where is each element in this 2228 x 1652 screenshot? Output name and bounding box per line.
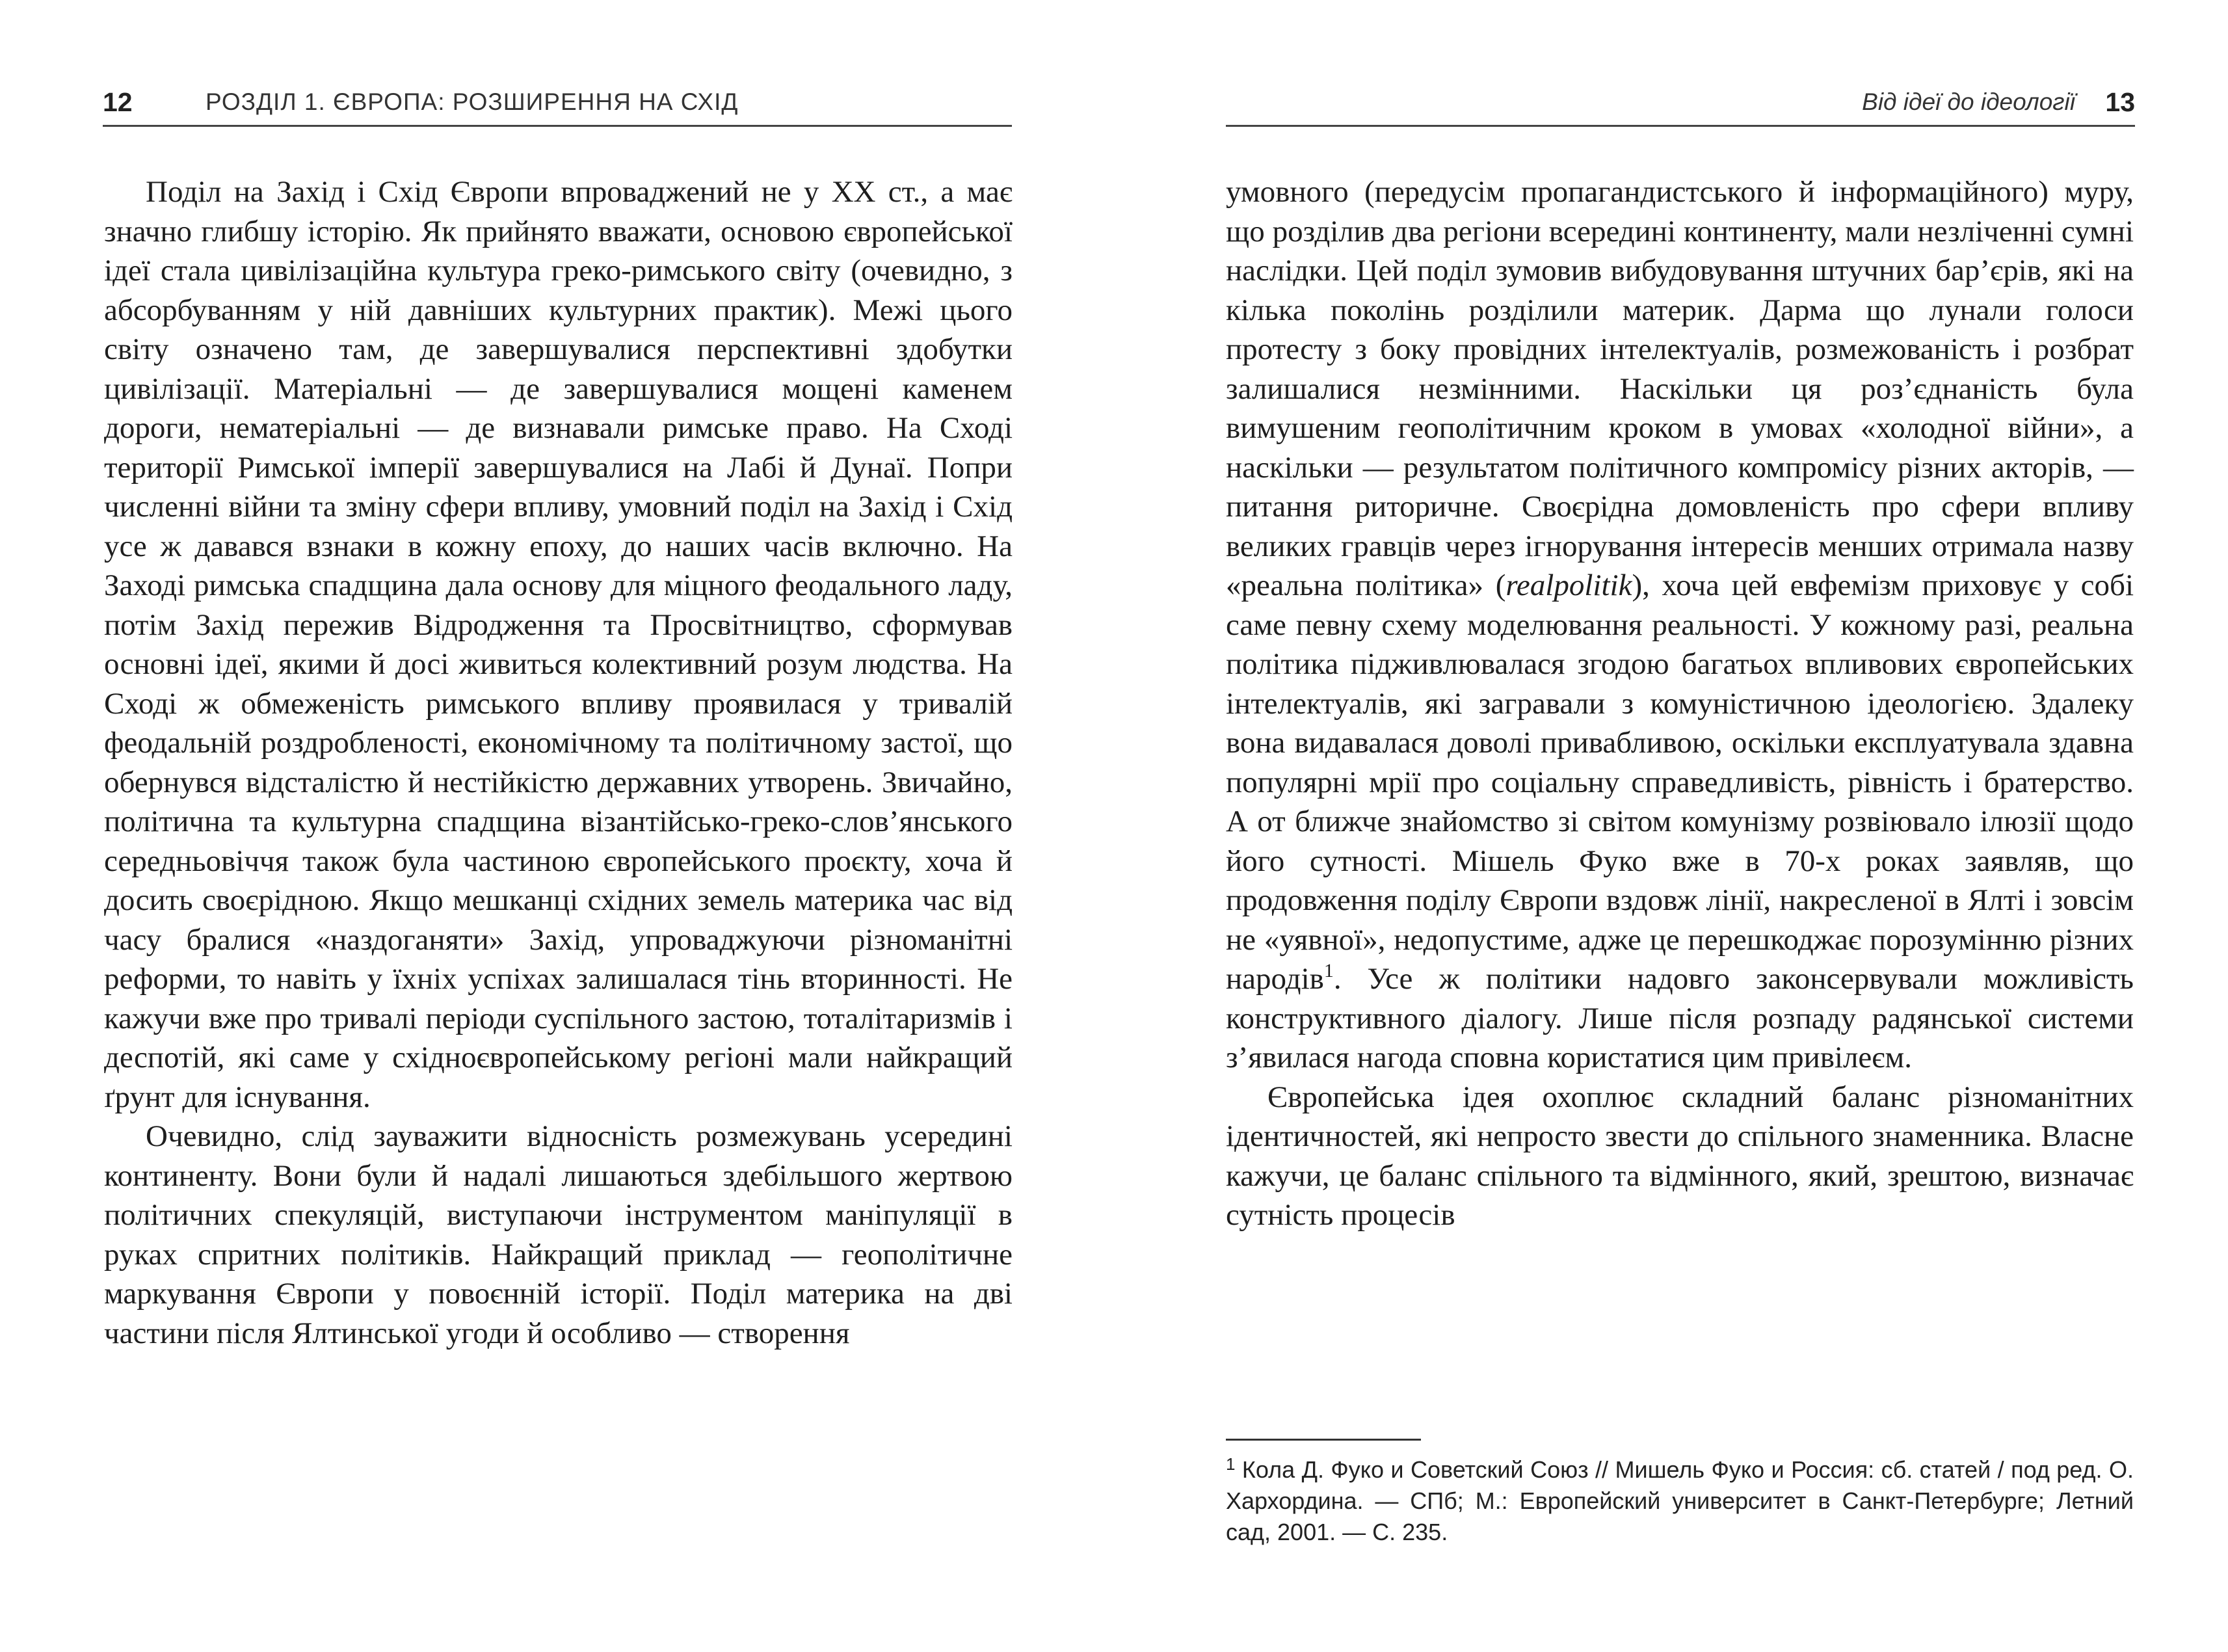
right-page-header [1226, 83, 2135, 127]
right-paragraph-1-part-b: ), хоча цей евфемізм приховує у собі саме певну схему моделювання реальності. У кожному разі, реальна політика підживлювалася згодою багатьох впливових європейських інтелектуалів, які загравали з комуністичною ідеологією. Здалеку вона видавалася доволі привабливою, оскільки експлуатувала здавна популярні мрії про соціальну справедливість, рівність і братерство. А от ближче знайомство зі світом комунізму розвіювало ілюзії щодо його сутності. Мішель Фуко вже в 70-х роках заявляв, що продовження поділу Європи вздовж лінії, накресленої в Ялті і зовсім не «уявної», недопустиме, адже це перешкоджає порозумінню різних народів [1226, 568, 2134, 996]
right-paragraph-1 [1226, 172, 2134, 1078]
footnote-reference[interactable]: 1 [1323, 960, 1334, 981]
footnote-number: 1 [1226, 1454, 1236, 1474]
left-paragraph-1: Поділ на Захід і Схід Європи впроваджений не у ХХ ст., а має значно глибшу історію. Як прийнято вважати, основою європейської ідеї стала цивілізаційна культура греко-римського світу (очевидно, з абсорбуванням у ній давніших культурних практик). Межі цього світу означено там, де завершувалися перспективні здобутки цивілізації. Матеріальні — де завершувалися мощені каменем дороги, нематеріальні — де визнавали римське право. На Сході території Римської імперії завершувалися на Лабі й Дунаї. Попри численні війни та зміну сфери впливу, умовний поділ на Захід і Схід усе ж давався взнаки в кожну епоху, до наших часів включно. На Заході римська спадщина дала основу для міцного феодального ладу, потім Захід пережив Відродження та Просвітництво, сформував основні ідеї, якими й досі живиться колективний розум людства. На Сході ж обмеженість римського впливу проявилася у тривалій феодальній роздробленості, економічному та політичному застої, що обернувся відсталістю й нестійкістю державних утворень. Звичайно, політична та культурна спадщина візантійсько-греко-слов’янського середньовіччя також була частиною європейського проєкту, хоча й досить своєрідною. Якщо мешканці східних земель материка час від часу бралися «наздоганяти» Захід, упроваджуючи різноманітні реформи, то навіть у їхніх успіхах залишалася тінь вторинності. Не кажучи вже про тривалі періоди суспільного застою, тоталітаризмів і деспотій, які саме у східноєвропейському регіоні мали найкращий ґрунт для існування. [104, 175, 1013, 1114]
footnote-text: Кола Д. Фуко и Советский Союз // Мишель Фуко и Россия: сб. статей / под ред. О. Хархордина. — СПб; М.: Европейский университет в Санкт-Петербурге; Летний сад, 2001. — С. 235. [1226, 1456, 2134, 1545]
right-paragraph-1-italic: realpolitik [1505, 568, 1632, 602]
left-page-number: 12 [103, 87, 133, 117]
right-page-number: 13 [2105, 87, 2135, 117]
left-page-header [103, 83, 1012, 127]
right-paragraph-2: Європейська ідея охоплює складний баланс різноманітних ідентичностей, які непросто звести до спільного знаменника. Власне кажучи, це баланс спільного та відмінного, який, зрештою, визначає сутність процесів [1226, 1080, 2134, 1232]
left-body-text [104, 172, 1013, 1353]
right-running-head: Від ідеї до ідеології [1862, 88, 2075, 115]
right-page [1114, 0, 2228, 1652]
left-paragraph-2: Очевидно, слід зауважити відносність розмежувань усередині континенту. Вони були й надалі лишаються здебільшого жертвою політичних спекуляцій, виступаючи інструментом маніпуляції в руках спритних політиків. Найкращий приклад — геополітичне маркування Європи у повоєнній історії. Поділ материка на дві частини після Ялтинської угоди й особливо — створення [104, 1119, 1013, 1350]
left-running-head: РОЗДІЛ 1. ЄВРОПА: РОЗШИРЕННЯ НА СХІД [206, 88, 739, 115]
footnote [1226, 1454, 2134, 1548]
right-paragraph-1-part-a: умовного (передусім пропагандистського й інформаційного) муру, що розділив два регіони всередині континенту, мали незліченні сумні наслідки. Цей поділ зумовив вибудовування штучних бар’єрів, які на кілька поколінь розділили материк. Дарма що лунали голоси протесту з боку провідних інтелектуалів, розмежованість і розбрат залишалися незмінними. Наскільки ця роз’єднаність була вимушеним геополітичним кроком в умовах «холодної війни», а наскільки — результатом політичного компромісу різних акторів, — питання риторичне. Своєрідна домовленість про сфери впливу великих гравців через ігнорування інтересів менших отримала назву «реальна політика» ( [1226, 175, 2134, 602]
right-body-text [1226, 172, 2134, 1235]
footnote-divider [1226, 1439, 1421, 1441]
right-paragraph-1-part-c: . Усе ж політики надовго законсервували можливість конструктивного діалогу. Лише після розпаду радянської системи з’явилася нагода сповна користатися цим привілеєм. [1226, 962, 2134, 1074]
